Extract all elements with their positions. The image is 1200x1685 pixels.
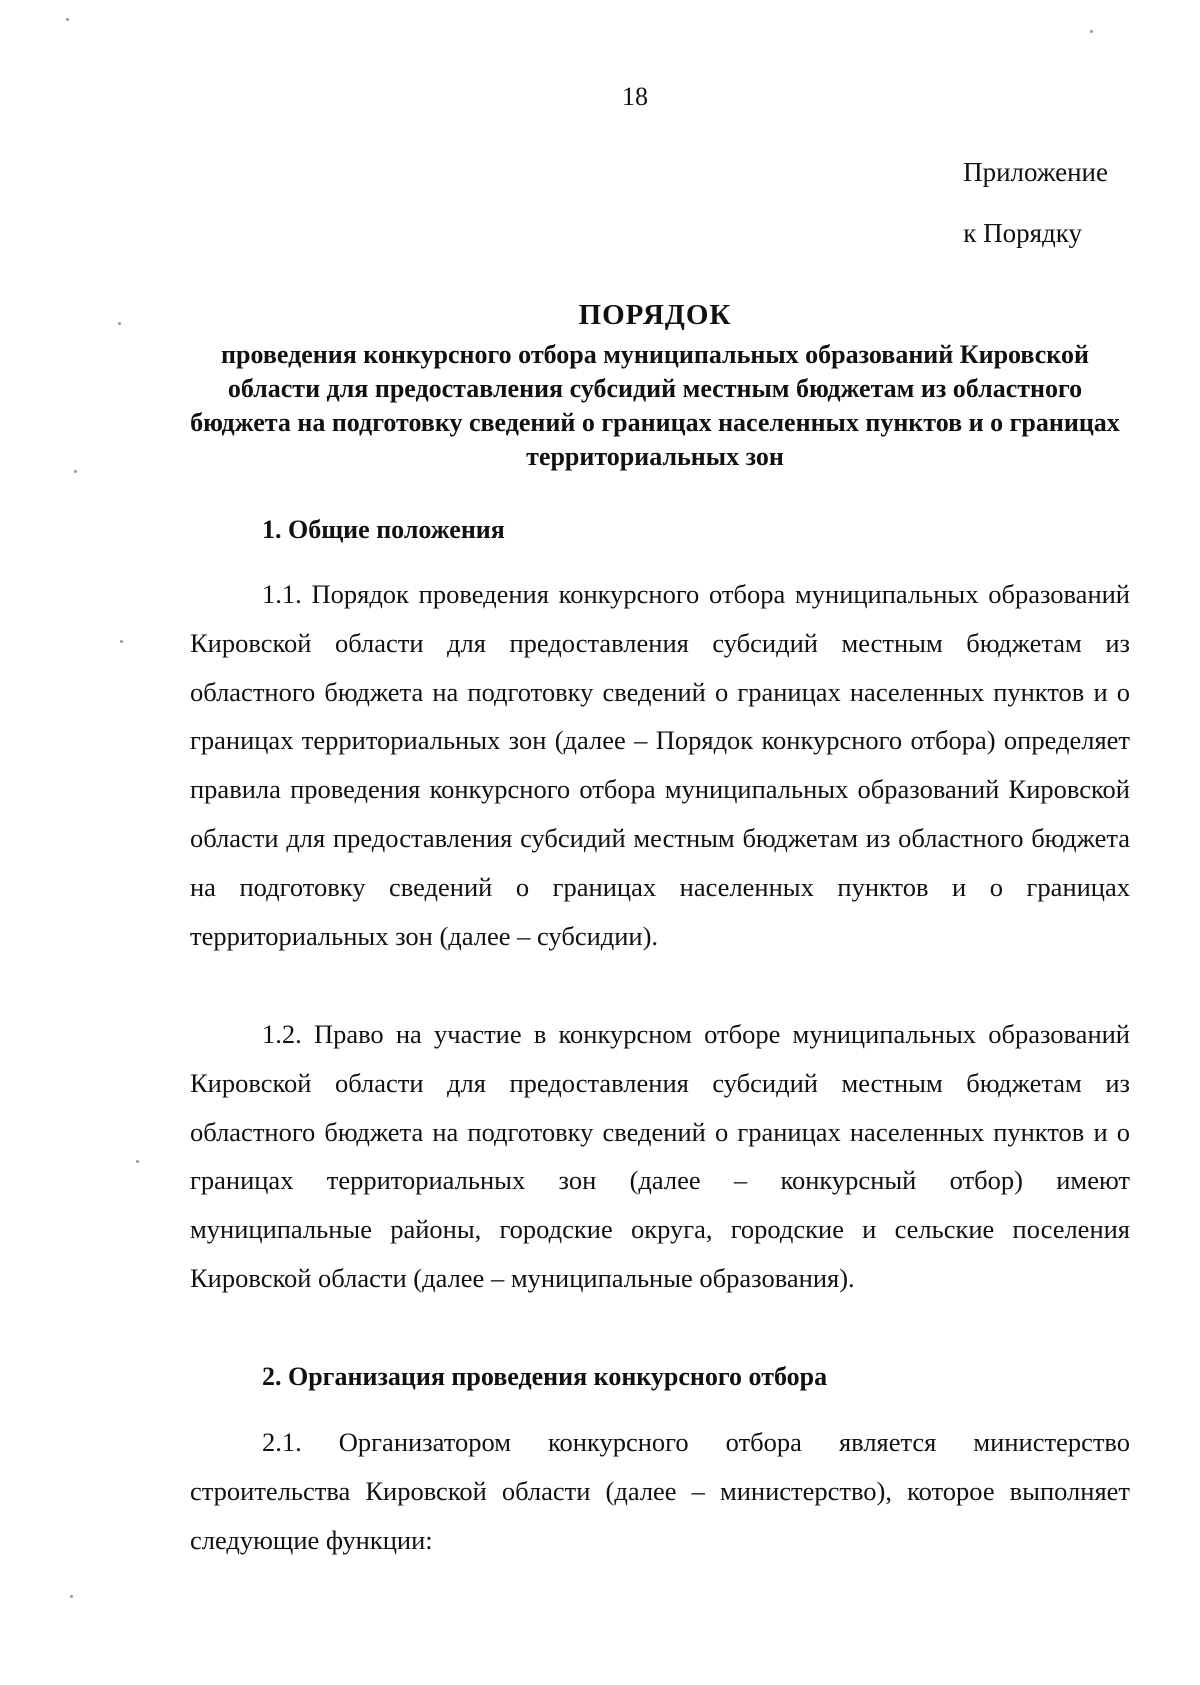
document-subtitle: проведения конкурсного отбора муниципальных образований Кировской области для предоставления субсидий местным бюджетам из областного бюджета на подготовку сведений о границах населенных пунктов и о границах территориальных зон — [190, 340, 1120, 471]
document-title: ПОРЯДОК — [578, 299, 732, 331]
paragraph-1-2: 1.2. Право на участие в конкурсном отборе муниципальных образований Кировской области для предоставления субсидий местным бюджетам из областного бюджета на подготовку сведений о границах населенных пунктов и о границах территориальных зон (далее – конкурсный отбор) имеют муниципальные районы, городские округа, городские и сельские поселения Кировской области (далее – муниципальные образования). — [190, 1019, 1130, 1293]
page-number: 18 — [622, 82, 648, 111]
scan-speck — [66, 18, 69, 21]
paragraph-2-1: 2.1. Организатором конкурсного отбора является министерство строительства Кировской области (далее – министерство), которое выполняет следующие функции: — [190, 1427, 1130, 1555]
scan-speck — [1090, 30, 1093, 33]
scan-speck — [136, 1160, 139, 1163]
document-title-block — [190, 298, 1120, 474]
section-heading-organization: 2. Организация проведения конкурсного отбора — [262, 1362, 828, 1391]
section-heading-general: 1. Общие положения — [262, 515, 505, 544]
scan-speck — [70, 1595, 73, 1598]
scan-speck — [74, 470, 77, 473]
scan-speck — [118, 322, 121, 325]
paragraph-1-1: 1.1. Порядок проведения конкурсного отбора муниципальных образований Кировской области для предоставления субсидий местным бюджетам из областного бюджета на подготовку сведений о границах населенных пунктов и о границах территориальных зон (далее – Порядок конкурсного отбора) определяет правила проведения конкурсного отбора муниципальных образований Кировской области для предоставления субсидий местным бюджетам из областного бюджета на подготовку сведений о границах населенных пунктов и о границах территориальных зон (далее – субсидии). — [190, 579, 1130, 951]
appendix-label: Приложение — [963, 157, 1108, 187]
scan-speck — [120, 640, 123, 643]
appendix-reference: к Порядку — [963, 218, 1082, 248]
